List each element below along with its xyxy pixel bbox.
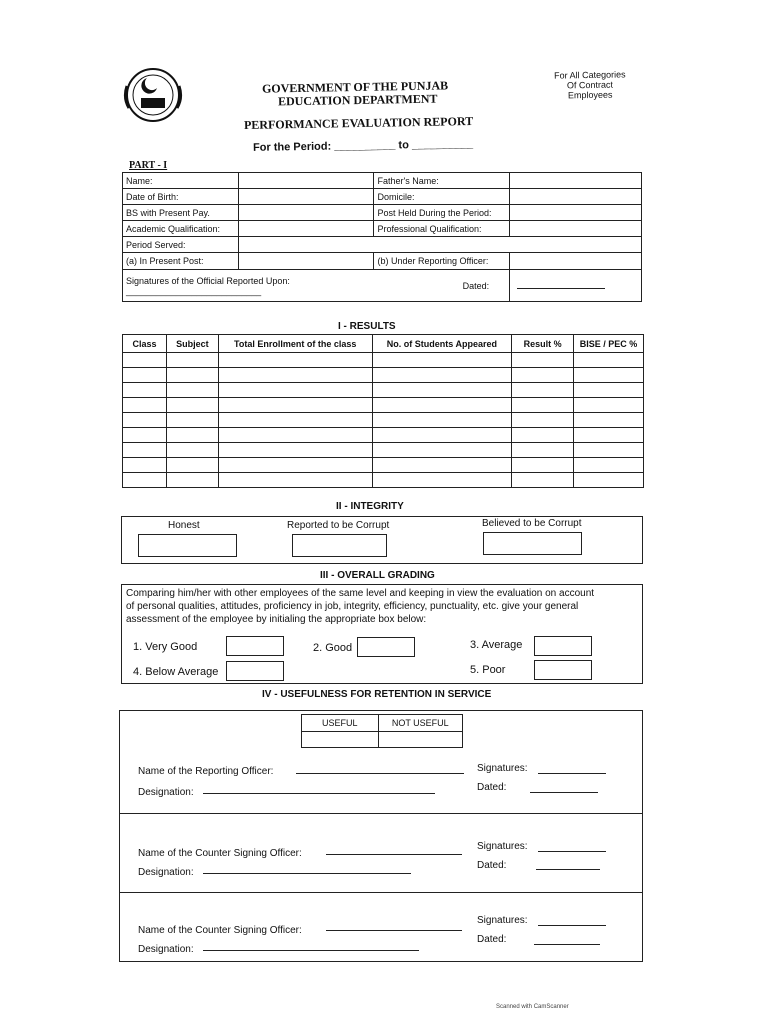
col-appeared: No. of Students Appeared [372, 335, 512, 353]
results-cell[interactable] [166, 443, 218, 458]
label-reported-corrupt: Reported to be Corrupt [287, 520, 390, 531]
bs-pay-field[interactable] [238, 205, 374, 221]
not-useful-checkbox[interactable] [378, 732, 462, 748]
results-row [123, 428, 644, 443]
results-cell[interactable] [123, 443, 167, 458]
results-cell[interactable] [123, 413, 167, 428]
results-cell[interactable] [218, 413, 372, 428]
designation-field[interactable] [203, 793, 435, 794]
poor-checkbox[interactable] [534, 660, 592, 680]
results-cell[interactable] [574, 458, 644, 473]
results-row [123, 353, 644, 368]
results-cell[interactable] [166, 368, 218, 383]
useful-table [301, 714, 463, 748]
part1-table [122, 172, 642, 302]
reporting-officer-field[interactable] [296, 773, 464, 774]
results-row [123, 383, 644, 398]
honest-checkbox[interactable] [138, 534, 237, 557]
results-cell[interactable] [166, 413, 218, 428]
results-cell[interactable] [512, 398, 574, 413]
label-under-officer: (b) Under Reporting Officer: [374, 253, 510, 270]
label-domicile: Domicile: [374, 189, 510, 205]
present-post-field[interactable] [238, 253, 374, 270]
category-note [545, 69, 636, 101]
results-cell[interactable] [372, 413, 512, 428]
results-cell[interactable] [574, 353, 644, 368]
col-enrollment: Total Enrollment of the class [218, 335, 372, 353]
report-title: PERFORMANCE EVALUATION REPORT [243, 114, 474, 132]
usefulness-title: IV - USEFULNESS FOR RETENTION IN SERVICE [262, 689, 492, 700]
integrity-title: II - INTEGRITY [336, 501, 404, 512]
results-cell[interactable] [372, 368, 512, 383]
official-signature[interactable]: Signatures of the Official Reported Upon: ___________________________ [123, 270, 374, 302]
grading-text: assessment of the employee by initialing the appropriate box below: [126, 614, 427, 625]
results-cell[interactable] [512, 443, 574, 458]
results-cell[interactable] [574, 383, 644, 398]
label-good: 2. Good [313, 642, 353, 654]
professional-field[interactable] [510, 221, 642, 237]
good-checkbox[interactable] [357, 637, 415, 657]
results-cell[interactable] [512, 368, 574, 383]
results-cell[interactable] [218, 443, 372, 458]
results-cell[interactable] [166, 473, 218, 488]
category-note-line: For All Categories [553, 69, 626, 81]
label-reporting-officer: Name of the Reporting Officer: [138, 766, 274, 777]
results-cell[interactable] [123, 428, 167, 443]
label-dob: Date of Birth: [123, 189, 239, 205]
results-row [123, 413, 644, 428]
label-counter-officer: Name of the Counter Signing Officer: [138, 925, 302, 936]
label-father-name: Father's Name: [374, 173, 510, 189]
domicile-field[interactable] [510, 189, 642, 205]
father-name-field[interactable] [510, 173, 642, 189]
divider [120, 892, 642, 893]
label-dated: Dated: [374, 270, 510, 302]
label-period-served: Period Served: [123, 237, 239, 253]
label-honest: Honest [168, 520, 200, 531]
very-good-checkbox[interactable] [226, 636, 284, 656]
category-note-line: Of Contract [566, 79, 614, 91]
results-cell[interactable] [512, 428, 574, 443]
results-cell[interactable] [166, 458, 218, 473]
col-bise: BISE / PEC % [574, 335, 644, 353]
label-bs-pay: BS with Present Pay. [123, 205, 239, 221]
designation-field[interactable] [203, 950, 419, 951]
results-cell[interactable] [574, 413, 644, 428]
label-designation: Designation: [138, 867, 194, 878]
below-average-checkbox[interactable] [226, 661, 284, 681]
results-cell[interactable] [218, 353, 372, 368]
results-cell[interactable] [218, 473, 372, 488]
scanner-watermark: Scanned with CamScanner [496, 1004, 569, 1010]
gov-title: GOVERNMENT OF THE PUNJAB [261, 78, 449, 96]
label-name: Name: [123, 173, 239, 189]
results-cell[interactable] [372, 458, 512, 473]
label-post-held: Post Held During the Period: [374, 205, 510, 221]
dob-field[interactable] [238, 189, 374, 205]
label-poor: 5. Poor [470, 664, 506, 676]
grading-instructions [126, 587, 640, 626]
results-row [123, 458, 644, 473]
label-signatures: Signatures: [477, 841, 528, 852]
results-cell[interactable] [372, 398, 512, 413]
label-present-post: (a) In Present Post: [123, 253, 239, 270]
results-cell[interactable] [218, 368, 372, 383]
counter-officer-field[interactable] [326, 930, 462, 931]
label-signatures: Signatures: [477, 763, 528, 774]
results-cell[interactable] [218, 428, 372, 443]
results-cell[interactable] [218, 383, 372, 398]
label-counter-officer: Name of the Counter Signing Officer: [138, 848, 302, 859]
results-row [123, 368, 644, 383]
signature-field[interactable] [538, 925, 606, 926]
col-subject: Subject [166, 335, 218, 353]
label-designation: Designation: [138, 944, 194, 955]
results-cell[interactable] [123, 368, 167, 383]
label-below-average: 4. Below Average [133, 666, 219, 678]
believed-corrupt-checkbox[interactable] [483, 532, 582, 555]
results-cell[interactable] [512, 413, 574, 428]
category-note-line: Employees [567, 89, 613, 101]
academic-field[interactable] [238, 221, 374, 237]
period-line: For the Period: __________ to __________ [252, 138, 474, 154]
label-dated: Dated: [477, 860, 507, 871]
designation-field[interactable] [203, 873, 411, 874]
results-cell[interactable] [166, 428, 218, 443]
period-served-field[interactable] [238, 237, 641, 253]
results-cell[interactable] [166, 383, 218, 398]
name-field[interactable] [238, 173, 374, 189]
results-cell[interactable] [372, 443, 512, 458]
results-cell[interactable] [123, 458, 167, 473]
results-cell[interactable] [574, 473, 644, 488]
post-held-field[interactable] [510, 205, 642, 221]
label-professional: Professional Qualification: [374, 221, 510, 237]
results-row [123, 473, 644, 488]
results-header-row [123, 335, 644, 353]
results-cell[interactable] [218, 398, 372, 413]
results-cell[interactable] [574, 398, 644, 413]
average-checkbox[interactable] [534, 636, 592, 656]
part1-title: PART - I [129, 160, 168, 171]
results-cell[interactable] [574, 428, 644, 443]
col-result: Result % [512, 335, 574, 353]
label-very-good: 1. Very Good [133, 641, 198, 653]
results-cell[interactable] [372, 428, 512, 443]
results-cell[interactable] [574, 443, 644, 458]
dept-title: EDUCATION DEPARTMENT [277, 91, 438, 109]
dated-field[interactable] [534, 944, 600, 945]
results-cell[interactable] [512, 458, 574, 473]
results-row [123, 443, 644, 458]
results-cell[interactable] [166, 353, 218, 368]
label-not-useful: NOT USEFUL [378, 715, 462, 732]
results-cell[interactable] [123, 473, 167, 488]
results-cell[interactable] [166, 398, 218, 413]
dated-field[interactable] [536, 869, 600, 870]
under-officer-field[interactable] [510, 253, 642, 270]
results-cell[interactable] [123, 383, 167, 398]
label-dated: Dated: [477, 934, 507, 945]
dated-field[interactable] [530, 792, 598, 793]
label-dated: Dated: [477, 782, 507, 793]
results-cell[interactable] [512, 383, 574, 398]
label-signatures: Signatures: [477, 915, 528, 926]
results-table [122, 334, 644, 488]
dated-field[interactable] [510, 270, 642, 302]
grading-text: Comparing him/her with other employees of the same level and keeping in view the evaluation on account [126, 588, 595, 599]
signature-field[interactable] [538, 773, 606, 774]
results-cell[interactable] [372, 353, 512, 368]
results-cell[interactable] [372, 383, 512, 398]
counter-officer-field[interactable] [326, 854, 462, 855]
label-designation: Designation: [138, 787, 194, 798]
results-cell[interactable] [512, 353, 574, 368]
label-academic: Academic Qualification: [123, 221, 239, 237]
results-row [123, 398, 644, 413]
punjab-emblem-icon [121, 64, 185, 126]
results-title: I - RESULTS [338, 321, 396, 332]
grading-text: of personal qualities, attitudes, proficiency in job, integrity, efficiency, punctuality, etc. give your general [126, 601, 579, 612]
results-cell[interactable] [574, 368, 644, 383]
label-believed-corrupt: Believed to be Corrupt [482, 518, 582, 529]
results-cell[interactable] [123, 353, 167, 368]
reported-corrupt-checkbox[interactable] [292, 534, 387, 557]
divider [120, 813, 642, 814]
results-cell[interactable] [123, 398, 167, 413]
results-cell[interactable] [512, 473, 574, 488]
useful-checkbox[interactable] [302, 732, 379, 748]
label-average: 3. Average [470, 639, 523, 651]
grading-title: III - OVERALL GRADING [320, 570, 435, 581]
signature-field[interactable] [538, 851, 606, 852]
col-class: Class [123, 335, 167, 353]
label-useful: USEFUL [302, 715, 379, 732]
results-cell[interactable] [372, 473, 512, 488]
results-cell[interactable] [218, 458, 372, 473]
